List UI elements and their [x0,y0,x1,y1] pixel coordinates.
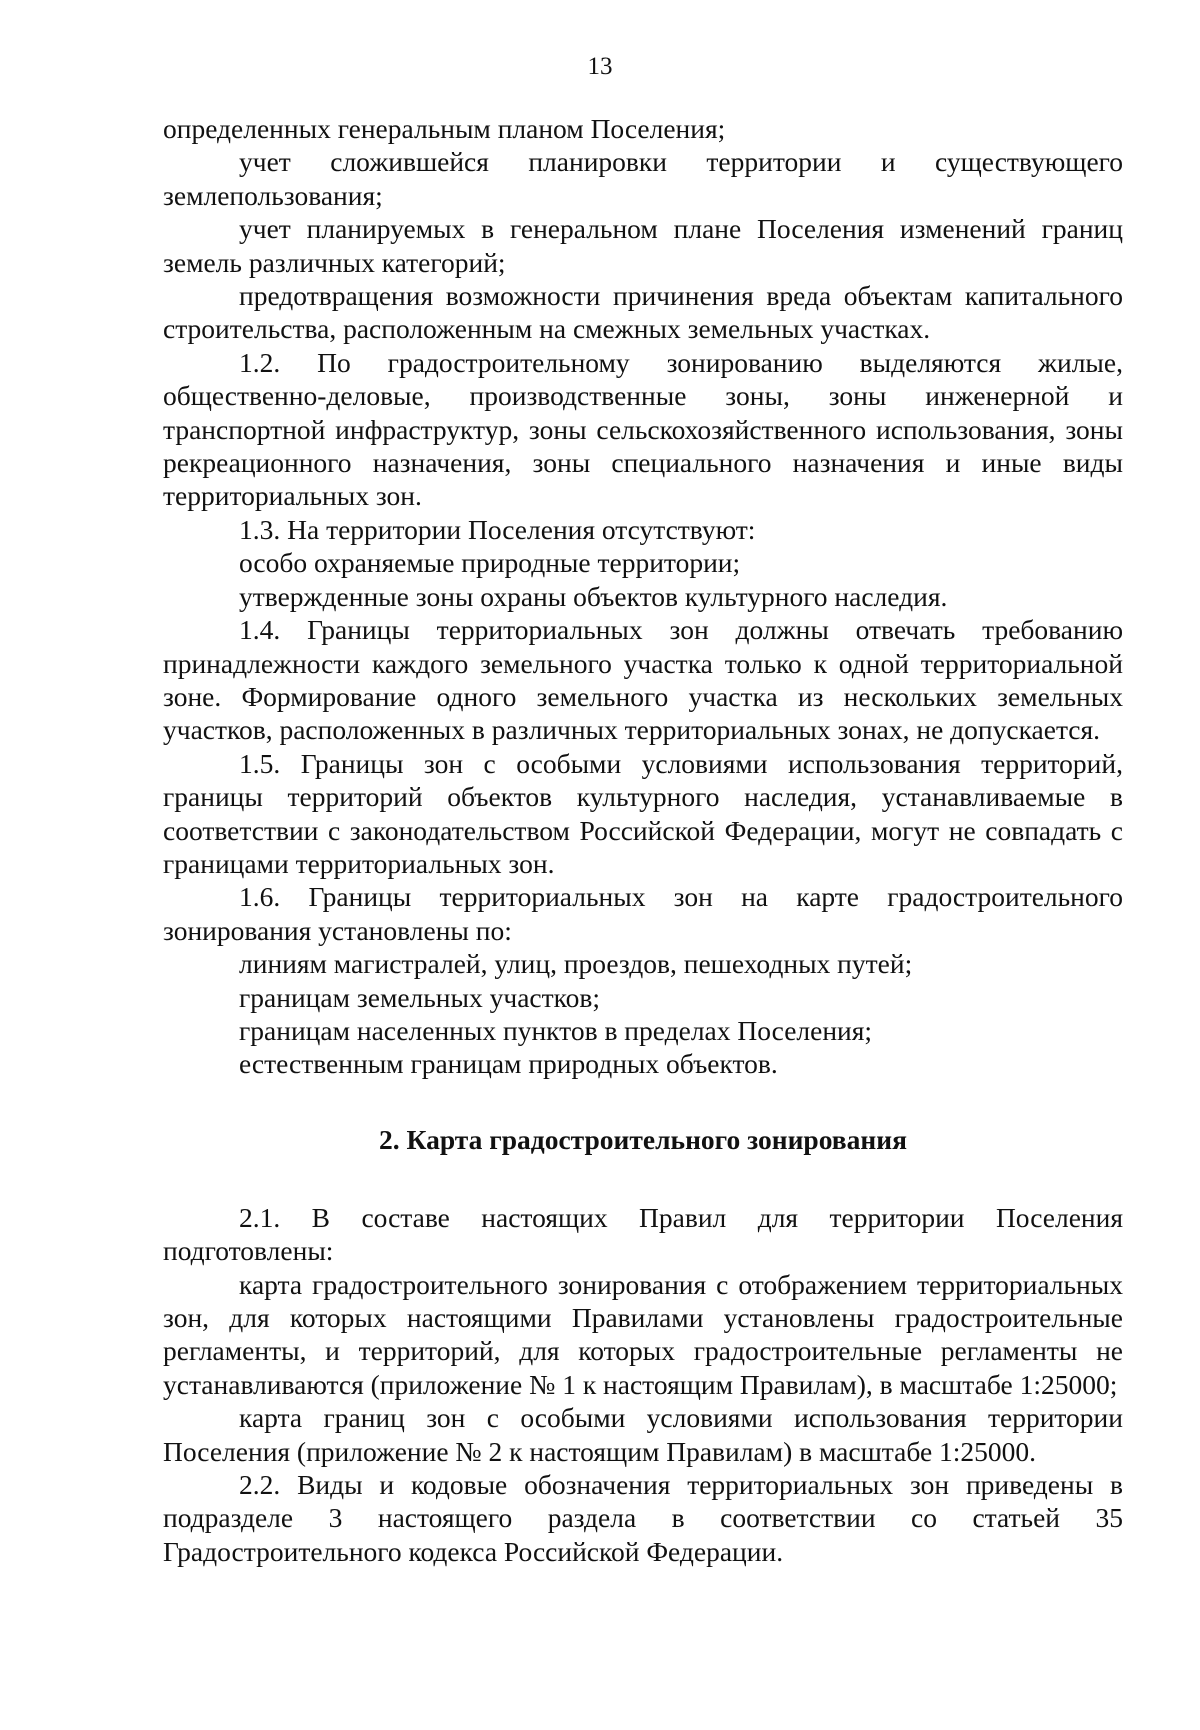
paragraph-settlement-borders: границам населенных пунктов в пределах Поселения; [239,1014,873,1046]
paragraph-planned-changes: учет планируемых в генеральном плане Поселения изменений границ земель различных категорий; [163,213,1123,278]
paragraph-1-3: 1.3. На территории Поселения отсутствуют: [239,513,756,545]
paragraph-protected-areas: особо охраняемые природные территории; [239,547,741,579]
paragraph-2-2: 2.2. Виды и кодовые обозначения территориальных зон приведены в подразделе 3 настоящего раздела в соответствии со статьей 35 Градостроительного кодекса Российской Федерации. [163,1469,1123,1567]
paragraph-land-use: учет сложившейся планировки территории и существующего землепользования; [163,146,1123,211]
paragraph-land-plot-borders: границам земельных участков; [239,981,600,1013]
paragraph-1-2: 1.2. По градостроительному зонированию выделяются жилые, общественно-деловые, производственные зоны, зоны инженерной и транспортной инфраструктур, зоны сельскохозяйственного использования, зоны рекреационного назначения, зоны специального назначения и иные виды территориальных зон. [163,346,1123,512]
paragraph-1-6: 1.6. Границы территориальных зон на карте градостроительного зонирования установлены по: [163,881,1123,946]
paragraph-harm-prevention: предотвращения возможности причинения вреда объектам капитального строительства, расположенным на смежных земельных участках. [163,280,1123,345]
page-number: 13 [587,53,613,80]
paragraph-2-1: 2.1. В составе настоящих Правил для территории Поселения подготовлены: [163,1201,1123,1267]
paragraph-continuation: определенных генеральным планом Поселения; [163,113,726,144]
section-heading: 2. Карта градостроительного зонирования [379,1123,907,1155]
paragraph-1-4: 1.4. Границы территориальных зон должны отвечать требованию принадлежности каждого земельного участка только к одной территориальной зоне. Формирование одного земельного участка из нескольких земельных участков, расположенных в различных территориальных зонах, не допускается. [163,614,1123,746]
document-body [163,112,1123,1568]
paragraph-natural-borders: естественным границам природных объектов. [239,1048,778,1080]
paragraph-special-zones-map: карта границ зон с особыми условиями использования территории Поселения (приложение № 2 к настоящим Правилам) в масштабе 1:25000. [163,1402,1123,1467]
paragraph-heritage-zones: утвержденные зоны охраны объектов культурного наследия. [239,580,948,612]
paragraph-highway-lines: линиям магистралей, улиц, проездов, пешеходных путей; [239,948,913,980]
paragraph-zoning-map: карта градостроительного зонирования с отображением территориальных зон, для которых настоящими Правилами установлены градостроительные регламенты, и территорий, для которых градостроительные регламенты не устанавливаются (приложение № 1 к настоящим Правилам), в масштабе 1:25000; [163,1268,1123,1400]
paragraph-1-5: 1.5. Границы зон с особыми условиями использования территорий, границы территорий объектов культурного наследия, устанавливаемые в соответствии с законодательством Российской Федерации, могут не совпадать с границами территориальных зон. [163,747,1123,879]
